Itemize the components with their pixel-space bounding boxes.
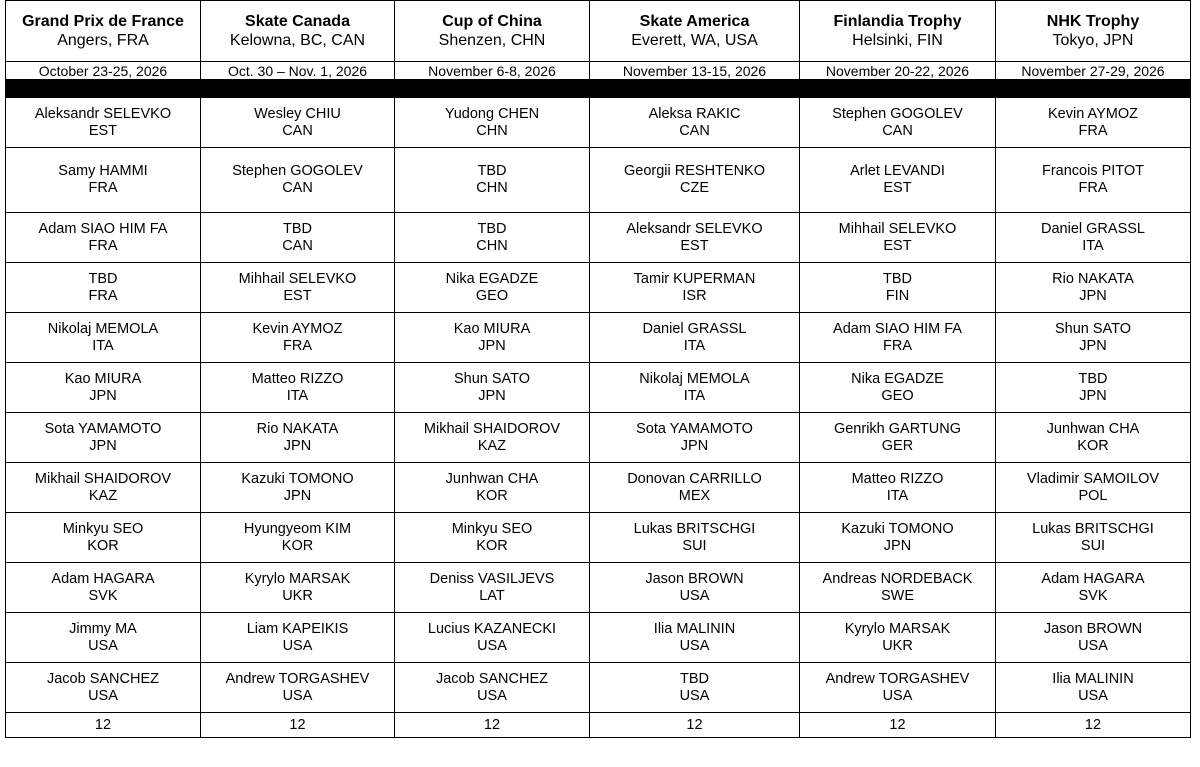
skater-country: JPN	[1079, 337, 1107, 354]
skater-name: Wesley CHIU	[254, 105, 341, 122]
skater-cell	[201, 663, 395, 713]
skater-country: SUI	[1080, 537, 1106, 554]
skater-country: FIN	[885, 287, 910, 304]
skater-name: Daniel GRASSL	[642, 320, 747, 337]
skater-country: FRA	[88, 237, 118, 254]
event-total-count: 12	[800, 713, 996, 738]
event-location: Helsinki, FIN	[852, 31, 943, 49]
skater-cell	[395, 263, 590, 313]
skater-cell	[6, 613, 201, 663]
skater-country: JPN	[89, 387, 117, 404]
skater-name: Adam SIAO HIM FA	[833, 320, 962, 337]
event-header-cell	[996, 1, 1191, 62]
skater-cell	[201, 463, 395, 513]
skater-cell	[590, 413, 800, 463]
skater-country: EST	[88, 122, 118, 139]
skater-name: Sota YAMAMOTO	[636, 420, 753, 437]
skater-name: Kao MIURA	[64, 370, 142, 387]
skater-cell	[800, 613, 996, 663]
skater-country: KOR	[87, 537, 119, 554]
skater-name: Deniss VASILJEVS	[429, 570, 555, 587]
skater-name: Aleksandr SELEVKO	[626, 220, 763, 237]
skater-cell	[800, 463, 996, 513]
separator-bar	[800, 80, 996, 98]
skater-name: Samy HAMMI	[58, 163, 148, 179]
skater-country: JPN	[680, 437, 709, 454]
skater-cell	[201, 363, 395, 413]
skater-name: TBD	[88, 270, 118, 287]
skater-row	[6, 663, 1191, 713]
skater-cell	[395, 463, 590, 513]
skater-country: UKR	[882, 637, 913, 654]
skater-cell	[395, 148, 590, 213]
skater-country: FRA	[1078, 180, 1108, 196]
skater-country: MEX	[678, 487, 711, 504]
skater-cell	[395, 98, 590, 148]
skater-country: JPN	[89, 437, 117, 454]
skater-country: GEO	[881, 387, 914, 404]
skater-cell	[6, 413, 201, 463]
event-dates-cell: October 23-25, 2026	[6, 62, 201, 80]
skater-country: EST	[883, 180, 912, 196]
event-header-cell	[201, 1, 395, 62]
skater-country: USA	[679, 687, 710, 704]
skater-cell	[800, 513, 996, 563]
event-header-cell	[395, 1, 590, 62]
skater-country: USA	[282, 687, 313, 704]
skater-name: Stephen GOGOLEV	[232, 163, 363, 179]
event-location: Shenzen, CHN	[438, 31, 546, 49]
skater-country: ITA	[683, 387, 706, 404]
skater-cell	[590, 463, 800, 513]
skater-name: TBD	[1078, 370, 1108, 387]
skater-name: Nika EGADZE	[445, 270, 539, 287]
skater-cell	[395, 613, 590, 663]
skater-cell	[6, 463, 201, 513]
skater-country: JPN	[478, 387, 506, 404]
skater-country: EST	[883, 237, 912, 254]
skater-country: SVK	[88, 587, 118, 604]
skater-country: ITA	[683, 337, 706, 354]
assignments-table	[5, 0, 1191, 738]
skater-country: USA	[282, 637, 313, 654]
skater-cell	[996, 263, 1191, 313]
skater-name: Jacob SANCHEZ	[435, 670, 548, 687]
skater-country: CAN	[679, 122, 710, 139]
skater-country: USA	[1078, 637, 1108, 654]
skater-cell	[201, 263, 395, 313]
event-header-cell	[800, 1, 996, 62]
event-total-count: 12	[590, 713, 800, 738]
skater-country: USA	[882, 687, 913, 704]
skater-country: USA	[477, 687, 507, 704]
skater-name: Lukas BRITSCHGI	[1032, 520, 1154, 537]
skater-country: EST	[680, 237, 709, 254]
skater-row	[6, 148, 1191, 213]
skater-cell	[201, 413, 395, 463]
separator-bar	[6, 80, 201, 98]
skater-cell	[996, 98, 1191, 148]
skater-row	[6, 413, 1191, 463]
skater-name: Matteo RIZZO	[851, 470, 944, 487]
skater-country: JPN	[1079, 287, 1107, 304]
skater-cell	[590, 613, 800, 663]
skater-country: USA	[88, 637, 118, 654]
skater-country: KAZ	[88, 487, 118, 504]
skater-country: USA	[679, 587, 710, 604]
skater-name: Shun SATO	[1054, 320, 1132, 337]
skater-country: GEO	[475, 287, 509, 304]
skater-cell	[201, 563, 395, 613]
skater-name: Kyrylo MARSAK	[844, 620, 951, 637]
skater-name: TBD	[477, 163, 507, 179]
skater-name: Andrew TORGASHEV	[225, 670, 370, 687]
skater-cell	[996, 613, 1191, 663]
skater-cell	[996, 413, 1191, 463]
skater-cell	[6, 98, 201, 148]
skater-cell	[800, 263, 996, 313]
skater-country: USA	[477, 637, 507, 654]
skater-name: Lucius KAZANECKI	[427, 620, 557, 637]
skater-name: Nika EGADZE	[851, 370, 944, 387]
skater-cell	[800, 663, 996, 713]
skater-country: SVK	[1078, 587, 1108, 604]
skater-cell	[6, 563, 201, 613]
skater-cell	[201, 148, 395, 213]
skater-country: CHN	[476, 237, 508, 254]
skater-cell	[800, 363, 996, 413]
skater-name: Arlet LEVANDI	[850, 163, 945, 179]
assignments-document	[5, 0, 1190, 738]
skater-name: Ilia MALININ	[1052, 670, 1134, 687]
skater-cell	[590, 263, 800, 313]
skater-row	[6, 513, 1191, 563]
event-name: Finlandia Trophy	[833, 12, 962, 30]
skater-cell	[395, 413, 590, 463]
event-total-count: 12	[6, 713, 201, 738]
skater-name: Aleksa RAKIC	[648, 105, 741, 122]
skater-name: Francois PITOT	[1041, 163, 1145, 179]
skater-name: TBD	[883, 270, 912, 287]
skater-country: KAZ	[477, 437, 507, 454]
skater-cell	[395, 513, 590, 563]
skater-country: CAN	[882, 122, 913, 139]
skater-name: Kao MIURA	[453, 320, 531, 337]
skater-name: Vladimir SAMOILOV	[1026, 470, 1160, 487]
separator-bar	[201, 80, 395, 98]
skater-name: Matteo RIZZO	[251, 370, 344, 387]
skater-cell	[201, 98, 395, 148]
skater-cell	[201, 513, 395, 563]
event-dates-cell: November 27-29, 2026	[996, 62, 1191, 80]
skater-name: TBD	[477, 220, 507, 237]
skater-country: USA	[88, 687, 118, 704]
skater-cell	[996, 363, 1191, 413]
skater-cell	[6, 263, 201, 313]
skater-row	[6, 613, 1191, 663]
skater-cell	[996, 148, 1191, 213]
skater-name: Nikolaj MEMOLA	[47, 320, 159, 337]
skater-name: Yudong CHEN	[444, 105, 540, 122]
skater-country: GER	[881, 437, 914, 454]
event-location: Tokyo, JPN	[1052, 31, 1134, 49]
separator-bar-row	[6, 80, 1191, 98]
skater-country: EST	[283, 287, 312, 304]
skater-country: JPN	[478, 337, 506, 354]
event-name: NHK Trophy	[1046, 12, 1140, 30]
skater-cell	[996, 663, 1191, 713]
skater-country: ITA	[1082, 237, 1104, 254]
skater-country: FRA	[1078, 122, 1108, 139]
skater-row	[6, 313, 1191, 363]
event-total-count: 12	[996, 713, 1191, 738]
skater-row	[6, 263, 1191, 313]
skater-cell	[590, 98, 800, 148]
skater-country: JPN	[283, 437, 312, 454]
skater-name: Lukas BRITSCHGI	[633, 520, 756, 537]
skater-country: JPN	[1079, 387, 1107, 404]
skater-name: Adam HAGARA	[1041, 570, 1145, 587]
skater-cell	[800, 148, 996, 213]
event-dates-row	[6, 62, 1191, 80]
skater-name: Adam HAGARA	[51, 570, 155, 587]
skater-name: Andrew TORGASHEV	[825, 670, 970, 687]
skater-cell	[6, 148, 201, 213]
event-dates-cell: November 6-8, 2026	[395, 62, 590, 80]
skater-cell	[6, 313, 201, 363]
skater-name: Kazuki TOMONO	[241, 470, 354, 487]
skater-row	[6, 98, 1191, 148]
skater-name: Ilia MALININ	[653, 620, 736, 637]
skater-row	[6, 213, 1191, 263]
skater-country: KOR	[476, 537, 508, 554]
skater-cell	[590, 663, 800, 713]
event-name: Skate America	[639, 12, 750, 30]
event-name: Grand Prix de France	[22, 12, 184, 30]
skater-cell	[201, 313, 395, 363]
event-dates-cell: Oct. 30 – Nov. 1, 2026	[201, 62, 395, 80]
skater-name: Rio NAKATA	[256, 420, 339, 437]
event-location: Everett, WA, USA	[631, 31, 758, 49]
skater-country: CAN	[282, 180, 313, 196]
skater-cell	[201, 613, 395, 663]
skater-cell	[800, 413, 996, 463]
skater-country: UKR	[282, 587, 313, 604]
skater-name: Andreas NORDEBACK	[822, 570, 973, 587]
skater-name: Adam SIAO HIM FA	[38, 220, 168, 237]
skater-name: Shun SATO	[453, 370, 531, 387]
skater-country: JPN	[883, 537, 912, 554]
skater-name: Mikhail SHAIDOROV	[423, 420, 561, 437]
skater-cell	[996, 463, 1191, 513]
skater-cell	[800, 563, 996, 613]
skater-name: Kazuki TOMONO	[841, 520, 954, 537]
skater-name: Junhwan CHA	[1046, 420, 1140, 437]
event-header-cell	[6, 1, 201, 62]
skater-cell	[395, 363, 590, 413]
skater-cell	[800, 98, 996, 148]
skater-cell	[590, 363, 800, 413]
skater-country: FRA	[88, 287, 118, 304]
totals-row	[6, 713, 1191, 738]
skater-country: POL	[1078, 487, 1108, 504]
skater-name: Donovan CARRILLO	[627, 470, 762, 487]
event-name: Cup of China	[442, 12, 542, 30]
assignments-table-body	[6, 1, 1191, 738]
skater-name: Jason BROWN	[1043, 620, 1143, 637]
skater-country: KOR	[476, 487, 508, 504]
skater-row	[6, 363, 1191, 413]
skater-name: Minkyu SEO	[62, 520, 144, 537]
skater-name: Sota YAMAMOTO	[44, 420, 162, 437]
skater-cell	[996, 313, 1191, 363]
event-dates-cell: November 13-15, 2026	[590, 62, 800, 80]
skater-name: Jason BROWN	[645, 570, 744, 587]
skater-cell	[996, 213, 1191, 263]
skater-name: Minkyu SEO	[451, 520, 533, 537]
skater-country: CHN	[476, 122, 508, 139]
skater-name: Mihhail SELEVKO	[238, 270, 357, 287]
skater-country: USA	[1078, 687, 1108, 704]
event-dates-cell: November 20-22, 2026	[800, 62, 996, 80]
event-header-row	[6, 1, 1191, 62]
skater-name: Mihhail SELEVKO	[838, 220, 957, 237]
skater-cell	[201, 213, 395, 263]
skater-name: Kevin AYMOZ	[252, 320, 343, 337]
skater-country: SUI	[682, 537, 707, 554]
skater-cell	[800, 313, 996, 363]
skater-country: USA	[679, 637, 710, 654]
skater-name: Junhwan CHA	[445, 470, 539, 487]
event-location: Angers, FRA	[57, 31, 149, 49]
skater-country: LAT	[479, 587, 505, 604]
skater-name: Stephen GOGOLEV	[832, 105, 963, 122]
skater-cell	[395, 213, 590, 263]
skater-name: Rio NAKATA	[1052, 270, 1134, 287]
skater-cell	[996, 563, 1191, 613]
skater-country: ISR	[682, 287, 707, 304]
skater-name: Aleksandr SELEVKO	[34, 105, 172, 122]
skater-name: Jacob SANCHEZ	[46, 670, 159, 687]
skater-cell	[6, 213, 201, 263]
event-header-cell	[590, 1, 800, 62]
skater-country: ITA	[886, 487, 909, 504]
skater-cell	[395, 563, 590, 613]
skater-row	[6, 463, 1191, 513]
skater-country: KOR	[1077, 437, 1109, 454]
skater-cell	[590, 513, 800, 563]
skater-country: CAN	[282, 237, 313, 254]
skater-cell	[996, 513, 1191, 563]
skater-cell	[6, 513, 201, 563]
skater-country: FRA	[883, 337, 912, 354]
skater-cell	[590, 313, 800, 363]
skater-name: Mikhail SHAIDOROV	[34, 470, 172, 487]
skater-name: Kyrylo MARSAK	[244, 570, 351, 587]
separator-bar	[996, 80, 1191, 98]
skater-country: ITA	[286, 387, 309, 404]
skater-cell	[6, 663, 201, 713]
event-total-count: 12	[201, 713, 395, 738]
skater-name: Daniel GRASSL	[1041, 220, 1145, 237]
skater-name: Georgii RESHTENKO	[623, 163, 765, 179]
skater-name: Kevin AYMOZ	[1048, 105, 1138, 122]
skater-cell	[395, 313, 590, 363]
skater-name: TBD	[283, 220, 312, 237]
event-total-count: 12	[395, 713, 590, 738]
skater-country: SWE	[880, 587, 915, 604]
skater-cell	[590, 563, 800, 613]
skater-country: CHN	[476, 180, 508, 196]
event-location: Kelowna, BC, CAN	[229, 31, 366, 49]
skater-country: CZE	[680, 180, 709, 196]
skater-name: Genrikh GARTUNG	[833, 420, 962, 437]
skater-name: Jimmy MA	[69, 620, 137, 637]
skater-country: CAN	[282, 122, 313, 139]
skater-country: KOR	[281, 537, 314, 554]
skater-name: Tamir KUPERMAN	[633, 270, 756, 287]
separator-bar	[590, 80, 800, 98]
skater-cell	[590, 213, 800, 263]
skater-cell	[395, 663, 590, 713]
skater-name: Liam KAPEIKIS	[246, 620, 349, 637]
skater-country: FRA	[88, 180, 118, 196]
skater-country: JPN	[283, 487, 312, 504]
skater-country: FRA	[283, 337, 312, 354]
skater-name: Hyungyeom KIM	[243, 520, 352, 537]
separator-bar	[395, 80, 590, 98]
skater-cell	[800, 213, 996, 263]
skater-country: ITA	[92, 337, 114, 354]
event-name: Skate Canada	[245, 12, 350, 30]
skater-name: TBD	[680, 670, 709, 687]
skater-name: Nikolaj MEMOLA	[639, 370, 750, 387]
skater-cell	[590, 148, 800, 213]
skater-cell	[6, 363, 201, 413]
skater-row	[6, 563, 1191, 613]
